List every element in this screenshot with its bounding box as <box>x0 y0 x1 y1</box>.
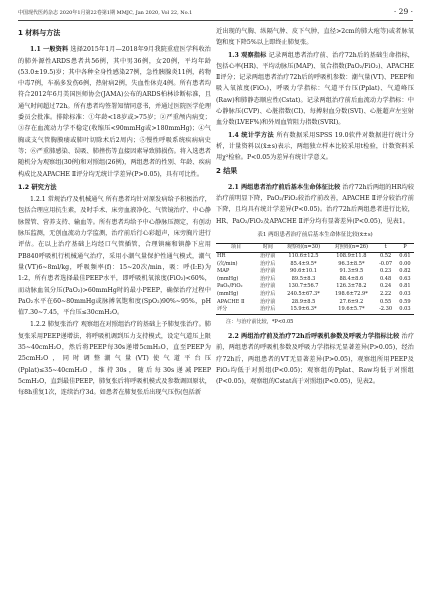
table-cell: 评分 <box>217 306 228 313</box>
subheading-statistics: 1.4 统计学方法 <box>228 131 275 139</box>
table-cell: (mmHg) <box>217 275 239 282</box>
section-heading-results: 2 结果 <box>216 166 238 175</box>
table-cell: MAP <box>217 268 230 275</box>
paragraph-general-data <box>18 44 211 180</box>
table-row <box>216 291 414 299</box>
table-cell: 2.22 <box>379 290 392 297</box>
paragraph-observation <box>216 50 414 129</box>
table-row <box>216 268 414 276</box>
table-cell: 0.82 <box>399 268 411 275</box>
table-cell: 15.9±6.3* <box>290 306 317 313</box>
running-header <box>18 8 413 21</box>
table-row <box>216 261 414 269</box>
table-header-cell: 对照组(n=26) <box>327 244 375 253</box>
paragraph-vital-signs <box>216 182 414 227</box>
table-cell: 126.3±78.2 <box>336 283 367 290</box>
table-cell: 0.00 <box>399 260 411 267</box>
right-column <box>216 26 414 388</box>
table-cell: 28.9±8.5 <box>291 298 316 305</box>
subheading-research-methods: 1.2 研究方法 <box>18 183 57 191</box>
table-header-cell: P <box>396 244 414 253</box>
paragraph-recruitment: 1.2.2 肺复张治疗 观察组在对照组治疗的基础上予肺复张治疗。肺复张采用PEEP递增法，将呼吸机调到压力支持模式，设定气道压上限35~40cmH₂O，然后将PEEP每30s递增5cmH₂O，直至PEEP为25cmH₂O，同时调整潮气量(VT)使气道平台压(Pplat)≤35~40cmH₂O，维持30s，随后每30s递减PEEP 5cmH₂O，直到最佳PEEP，肺复张后将呼吸机模式及参数调回原状，每8h重复1次，连续治疗3d。如患者在肺复张后出现气压伤(包括新 <box>18 321 211 397</box>
table-cell: 治疗后 <box>260 260 276 267</box>
table-cell: 治疗后 <box>260 290 276 297</box>
table-cell: 108.9±11.8 <box>336 252 367 259</box>
table-cell: 0.81 <box>399 283 411 290</box>
general-data-text: 选择2015年1月—2018年9月我院重症医学科收治的肺外源性ARDS患者共56例，其中男36例，女20例，平均年龄(53.0±19.5)岁；其中各种全身性感染27例，急性胰腺炎11例，药物中毒7例，车祸多发伤6例，热射病2例，失血性休克4例。所有患者均符合2012年6月美国医师协会(JAMA)公布的ARDS柏林诊断标准，且通气时间超过72h。所有患者均签署知情同意书，并通过医院医学伦理委员会批准。排除标准：①年龄<18岁或>75岁；②严重颅内病变；③存在血流动力学不稳定(收缩压<90mmHg或>180mmHg)；④气胸或支气管胸膜瘘或肺叶切除术后2周内；⑤慢性呼吸系统疾病病史等；⑥严重肺感染、误吸、肺挫伤等直接因素导致肺损伤。将入选患者随机分为观察组(30例)和对照组(26例)，两组患者的性别、年龄、疾病构成比及APACHE Ⅱ评分均无统计学差异(P>0.05)，具有可比性。 <box>18 46 211 178</box>
table-cell: 治疗后 <box>260 275 276 282</box>
table-cell: 90.6±10.1 <box>289 268 317 275</box>
table-cell: 110.6±12.5 <box>288 252 319 259</box>
table-cell: 0.55 <box>379 298 392 305</box>
observation-text: 记录两组患者治疗前、治疗72h后的基础生命指标，包括心率(HR)、平均动脉压(MAP)、氧合指数(PaO₂/FiO₂)、APACHE Ⅱ评分；记录两组患者治疗72h后的呼吸机参数：潮气量(VT)、PEEP和吸入氧浓度(FiO₂)，呼吸力学指标：气道平台压(Pplat)、气道峰压(Raw)和肺静态顺应性(Cstat)。记录两组治疗前后血流动力学指标：中心静脉压(CVP)、心脏指数(CI)、每搏射血分数(SVI)、心脏超声左室射血分数(LVEF%)和外周血管阻力指数(SVRI)。 <box>216 51 414 127</box>
table-header-cell: 项目 <box>216 244 256 253</box>
subheading-vital-signs: 2.1 两组患者治疗前后基本生命体征比较 <box>228 183 341 191</box>
table-cell: 27.6±9.2 <box>339 298 364 305</box>
paragraph-statistics <box>216 130 414 164</box>
paragraph-ventilation: 1.2.1 常规治疗及机械通气 所有患者均针对原发病给予积极治疗，包括合理应用抗生素，及时手术、床旁血液净化、气管镜治疗、中心静脉置管、营养支持、输血等。所有患者均给予中心静脉压测定，有创动脉压监测，无创血流动力学监测，治疗前后行心彩超声，床旁胸片进行评估。在以上治疗基础上均经口气管插管，合理镇痛和镇静下应用PB840呼吸机行机械通气治疗，采用小潮气量保护性通气模式，潮气量(VT)6~8ml/kg，呼吸频率(f)：15~20次/min，吸：呼(I:E)为1:2，所有患者选择最佳PEEP水平，即呼吸机氧浓度(FiO₂)<60%，而动脉血氧分压(PaO₂)>60mmHg时的最小PEEP，确保治疗过程中PaO₂水平在60~80mmHg或脉搏氧饱和度(SpO₂)90%~95%，pH值7.30~7.45，平台压≤30cmH₂O。 <box>18 196 211 317</box>
table-cell: 240.5±67.3* <box>287 290 320 297</box>
paragraph-ventilator-params <box>216 331 414 387</box>
ventilator-params-text: 治疗前，两组患者的呼吸机参数及呼吸力学指标无显著差异(P>0.05)，经治疗72h后，两组患者的VT无显著差异(P>0.05)，观察组所用PEEP及FiO₂均低于对照组(P<0.05)；观察组的Pplat、Raw均低于对照组(P<0.05)，观察组的Cstat高于对照组(P<0.05)，见表2。 <box>216 332 414 386</box>
table-row <box>216 306 414 314</box>
vital-signs-table <box>216 243 414 314</box>
table-cell: 91.3±9.5 <box>339 268 364 275</box>
table-cell: 0.63 <box>399 275 411 282</box>
table-cell: 治疗前 <box>260 268 276 275</box>
subheading-general-data: 1.1 一般资料 <box>30 46 69 54</box>
left-column <box>18 26 211 400</box>
table-header-cell: 观察组(n=30) <box>280 244 328 253</box>
table-cell: 治疗前 <box>260 283 276 290</box>
table-cell: 89.5±8.3 <box>291 275 316 282</box>
table-cell: (次/min) <box>217 260 238 267</box>
table-cell: 96.3±8.5* <box>338 260 365 267</box>
table-body <box>216 252 414 314</box>
table-cell: 0.24 <box>379 283 392 290</box>
table-row <box>216 276 414 284</box>
table-cell: PaO₂/FiO₂ <box>217 283 243 290</box>
table-header-cell: t <box>375 244 395 253</box>
journal-citation: 中国现代医药杂志 2020年1月第22卷第1期 MMJC, Jan 2020, Vol 22, No.1 <box>18 10 193 16</box>
table-cell: -0.07 <box>379 260 393 267</box>
table-cell: 0.59 <box>399 298 411 305</box>
table-cell: 0.52 <box>379 252 392 259</box>
table-row <box>216 283 414 291</box>
table-note: 注：与治疗前比较，*P<0.05 <box>226 318 294 325</box>
section-heading-methods: 1 材料与方法 <box>18 29 61 37</box>
table-header-row <box>216 244 414 253</box>
vital-signs-text: 治疗72h后两组的HR均较治疗前明显下降，PaO₂/FiO₂较治疗前改善，APACHE Ⅱ评分较治疗前下降，且均具有统计学差异(P<0.05)。治疗72h后两组患者进行比较，HR、PaO₂/FiO₂及APACHE Ⅱ评分均有显著差异(P<0.05)，见表1。 <box>216 183 415 225</box>
paragraph-continued: 近出现的气胸、纵隔气肿、皮下气肿，直径>2cm的肺大疱等)或者脉氧饱和度下降5%以上即终止肺复张。 <box>216 28 414 47</box>
table-cell: 19.6±5.7* <box>338 306 365 313</box>
table-cell: 0.61 <box>399 252 411 259</box>
subheading-ventilator-params: 2.2 两组治疗前及治疗72h后呼吸机参数及呼吸力学指标比较 <box>228 332 400 340</box>
table-header-cell: 时间 <box>256 244 279 253</box>
table-cell: 88.4±8.6 <box>339 275 364 282</box>
table-cell: 0.03 <box>399 290 411 297</box>
table-cell: 0.23 <box>379 268 392 275</box>
table-cell: HR <box>217 252 226 259</box>
subheading-observation: 1.3 观察指标 <box>228 51 267 59</box>
table-cell: 0.03 <box>399 306 411 313</box>
table-cell: 治疗后 <box>260 306 276 313</box>
table-cell: 0.48 <box>379 275 392 282</box>
table-cell: 130.7±56.7 <box>288 283 319 290</box>
table-cell: 治疗前 <box>260 298 276 305</box>
page-number: · 29 · <box>393 7 413 16</box>
table-cell: (mmHg) <box>217 290 239 297</box>
table-cell: 85.4±9.5* <box>290 260 317 267</box>
statistics-text: 所有数据采用SPSS 19.0软件对数据进行统计分析，计量资料以(x̄±s)表示，两组独立样本比较采用t检验，计数资料采用χ²检验。P<0.05为差异有统计学意义。 <box>216 131 415 162</box>
table-cell: 治疗前 <box>260 252 276 259</box>
table-title: 表1 两组患者治疗前后基本生命体征比较(x̄±s) <box>257 232 373 239</box>
table-row <box>216 299 414 307</box>
table-cell: APACHE Ⅱ <box>217 298 245 305</box>
table-cell: -2.30 <box>379 306 393 313</box>
table-cell: 198.6±72.9* <box>335 290 368 297</box>
table-row <box>216 252 414 260</box>
